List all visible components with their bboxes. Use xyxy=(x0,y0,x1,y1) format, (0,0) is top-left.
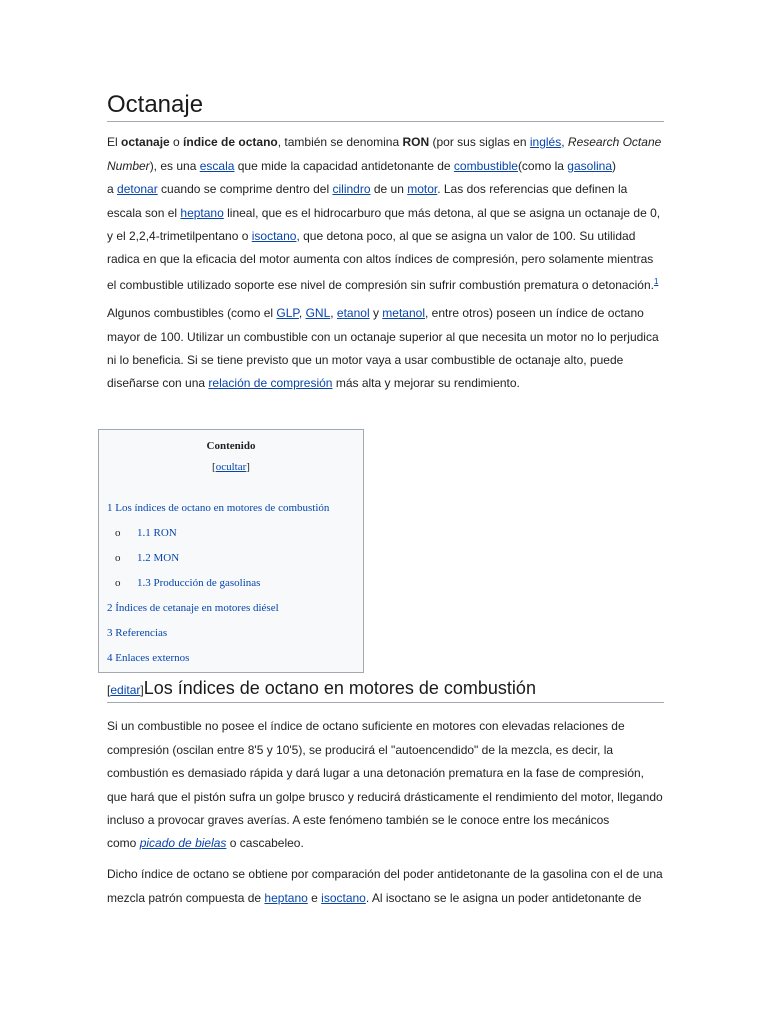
link-cilindro[interactable]: cilindro xyxy=(332,182,371,196)
text-line: Si un combustible no posee el índice de octano suficiente en motores con elevadas relaciones de xyxy=(107,719,625,733)
page-title: Octanaje xyxy=(107,89,664,122)
link-picado-de-bielas[interactable]: picado de bielas xyxy=(139,836,227,850)
toc-item-3[interactable]: 3 Referencias xyxy=(107,627,168,639)
text-line: radica en que la eficacia del motor aumenta con altos índices de compresión, pero solamente mientras xyxy=(107,252,654,266)
toc-item-1-2[interactable]: 1.2 MON xyxy=(137,552,180,564)
italic-term: Research Octane xyxy=(567,135,662,149)
text-line: compresión (oscilan entre 8'5 y 10'5), se producirá el "autoencendido" de la mezcla, es decir, la xyxy=(107,743,614,757)
link-metanol[interactable]: metanol xyxy=(382,306,425,320)
table-of-contents xyxy=(98,429,364,673)
text-line xyxy=(107,890,641,906)
toc-hide-link[interactable]: ocultar xyxy=(215,461,247,473)
text-fragment: , xyxy=(298,306,306,320)
section-heading-text: Los índices de octano en motores de combustión xyxy=(143,678,536,698)
link-gasolina[interactable]: gasolina xyxy=(567,159,612,173)
edit-link[interactable]: editar xyxy=(110,683,141,697)
link-motor[interactable]: motor xyxy=(407,182,438,196)
text-line xyxy=(107,205,660,221)
text-fragment: cuando se comprime dentro del xyxy=(157,182,333,196)
toc-title: Contenido xyxy=(206,440,256,452)
section-heading xyxy=(107,676,664,703)
bracket: ] xyxy=(246,461,250,473)
text-line: combustión es demasiado rápida y dará lugar a una detonación prematura en la fase de compresión, xyxy=(107,766,644,780)
toc-item-1-1[interactable]: 1.1 RON xyxy=(137,527,177,539)
text-fragment: de un xyxy=(370,182,408,196)
toc-bullet: o xyxy=(115,527,121,539)
bracket: [ xyxy=(107,683,111,697)
text-line: Dicho índice de octano se obtiene por comparación del poder antidetonante de la gasolina con el de una xyxy=(107,867,663,881)
text-fragment: que mide la capacidad antidetonante de xyxy=(234,159,454,173)
text-fragment: el combustible utilizado soporte ese nivel de compresión sin sufrir combustión prematura o detonación. xyxy=(107,278,654,292)
text-line xyxy=(107,158,616,174)
bold-term-octanaje: octanaje xyxy=(121,135,170,149)
toc-bullet: o xyxy=(115,577,121,589)
text-fragment: El xyxy=(107,135,122,149)
toc-item-1[interactable]: 1 Los índices de octano en motores de combustión xyxy=(107,502,330,514)
text-fragment: , que detona poco, al que se asigna un valor de 100. Su utilidad xyxy=(296,229,636,243)
text-line xyxy=(107,305,644,321)
link-isoctano[interactable]: isoctano xyxy=(251,229,297,243)
text-fragment: (como la xyxy=(517,159,568,173)
toc-item-4[interactable]: 4 Enlaces externos xyxy=(107,652,190,664)
text-line xyxy=(107,181,627,197)
text-line xyxy=(107,274,658,293)
text-fragment: escala son el xyxy=(107,206,181,220)
edit-section xyxy=(107,683,144,697)
text-fragment: . Al isoctano se le asigna un poder antidetonante de xyxy=(365,891,642,905)
bold-term-ron: RON xyxy=(402,135,430,149)
text-fragment: o xyxy=(169,135,184,149)
toc-item-2[interactable]: 2 Índices de cetanaje en motores diésel xyxy=(107,602,279,614)
text-fragment: , xyxy=(330,306,337,320)
text-fragment: diseñarse con una xyxy=(107,376,209,390)
text-fragment: a xyxy=(107,182,118,196)
text-fragment: y xyxy=(369,306,383,320)
text-line: mayor de 100. Utilizar un combustible con un octanaje superior al que necesita un motor no lo perjudica xyxy=(107,330,659,344)
text-line xyxy=(107,375,520,391)
reference-link[interactable]: 1 xyxy=(653,277,659,286)
text-fragment: . Las dos referencias que definen la xyxy=(437,182,628,196)
bracket: ] xyxy=(140,683,144,697)
text-fragment: , entre otros) poseen un índice de octano xyxy=(425,306,644,320)
link-gnl[interactable]: GNL xyxy=(305,306,331,320)
bracket: [ xyxy=(212,461,216,473)
text-fragment: o cascabeleo. xyxy=(226,836,304,850)
bold-term-indice-de-octano: índice de octano xyxy=(183,135,278,149)
toc-toggle xyxy=(99,460,363,474)
link-detonar[interactable]: detonar xyxy=(117,182,158,196)
link-heptano[interactable]: heptano xyxy=(180,206,224,220)
text-fragment: , xyxy=(561,135,568,149)
text-fragment: ), es una xyxy=(149,159,200,173)
text-fragment: (por sus siglas en xyxy=(429,135,530,149)
link-etanol[interactable]: etanol xyxy=(336,306,370,320)
text-line: incluso a provocar graves averías. A este fenómeno también se le conoce entre los mecánicos xyxy=(107,813,610,827)
italic-term: Number xyxy=(107,159,150,173)
link-heptano[interactable]: heptano xyxy=(264,891,308,905)
text-fragment: más alta y mejorar su rendimiento. xyxy=(332,376,520,390)
text-fragment: como xyxy=(107,836,140,850)
link-glp[interactable]: GLP xyxy=(276,306,299,320)
text-fragment: lineal, que es el hidrocarburo que más detona, al que se asigna un octanaje de 0, xyxy=(223,206,661,220)
link-relacion-de-compresion[interactable]: relación de compresión xyxy=(208,376,333,390)
text-line xyxy=(107,228,635,244)
text-fragment: e xyxy=(307,891,322,905)
text-fragment: mezcla patrón compuesta de xyxy=(107,891,265,905)
link-escala[interactable]: escala xyxy=(199,159,235,173)
link-combustible[interactable]: combustible xyxy=(453,159,518,173)
text-fragment: y el 2,2,4-trimetilpentano o xyxy=(107,229,252,243)
text-line: ni lo beneficia. Si se tiene previsto que un motor vaya a usar combustible de octanaje alto, puede xyxy=(107,353,624,367)
text-fragment: , también se denomina xyxy=(277,135,403,149)
text-line: que hará que el pistón sufra un golpe brusco y reducirá drásticamente el rendimiento del motor, llegando xyxy=(107,790,663,804)
toc-bullet: o xyxy=(115,552,121,564)
toc-item-1-3[interactable]: 1.3 Producción de gasolinas xyxy=(137,577,261,589)
text-fragment: ) xyxy=(612,159,616,173)
text-fragment: Algunos combustibles (como el xyxy=(107,306,277,320)
text-line xyxy=(107,134,661,150)
link-ingles[interactable]: inglés xyxy=(529,135,562,149)
text-line xyxy=(107,835,304,851)
link-isoctano[interactable]: isoctano xyxy=(321,891,366,905)
